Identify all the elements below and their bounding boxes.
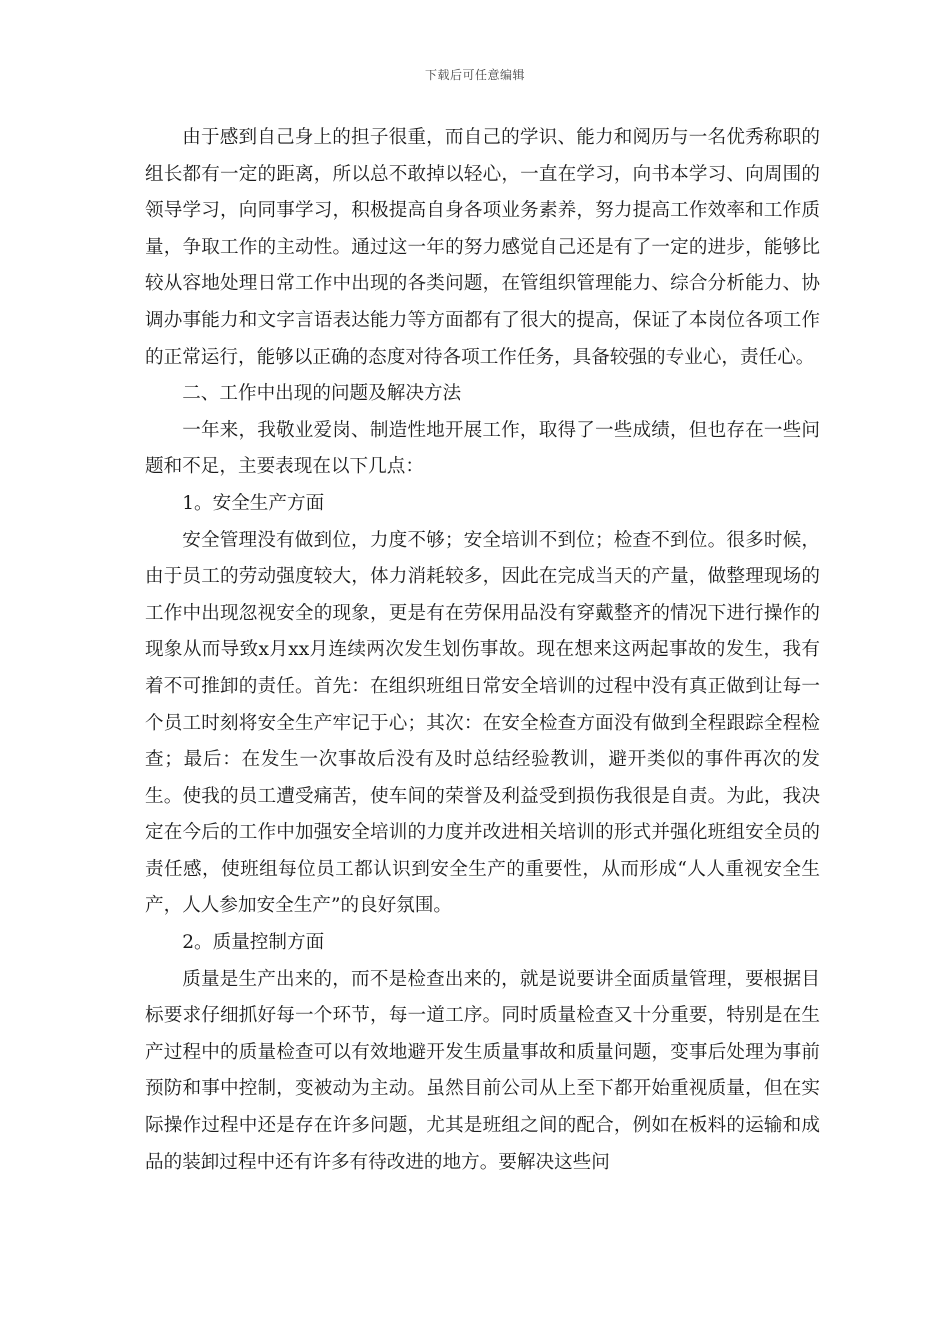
paragraph-self-improvement: 由于感到自己身上的担子很重，而自己的学识、能力和阅历与一名优秀称职的组长都有一定的距离，所以总不敢掉以轻心，一直在学习，向书本学习、向周围的领导学习，向同事学习，积极提高自身各项业务素养，努力提高工作效率和工作质量，争取工作的主动性。通过这一年的努力感觉自己还是有了一定的进步，能够比较从容地处理日常工作中出现的各类问题，在管组织管理能力、综合分析能力、协调办事能力和文字言语表达能力等方面都有了很大的提高，保证了本岗位各项工作的正常运行，能够以正确的态度对待各项工作任务，具备较强的专业心，责任心。 xyxy=(145,127,820,368)
subheading-safety: 1。安全生产方面 xyxy=(182,492,325,514)
page-header: 下载后可任意编辑 xyxy=(424,68,525,82)
document-body xyxy=(145,120,820,1181)
paragraph-safety: 安全管理没有做到位，力度不够；安全培训不到位；检查不到位。很多时候，由于员工的劳动强度较大，体力消耗较多，因此在完成当天的产量，做整理现场的工作中出现忽视安全的现象，更是有在劳保用品没有穿戴整齐的情况下进行操作的现象从而导致x月xx月连续两次发生划伤事故。现在想来这两起事故的发生，我有着不可推卸的责任。首先：在组织班组日常安全培训的过程中没有真正做到让每一个员工时刻将安全生产牢记于心；其次：在安全检查方面没有做到全程跟踪全程检查；最后：在发生一次事故后没有及时总结经验教训，避开类似的事件再次的发生。使我的员工遭受痛苦，使车间的荣誉及利益受到损伤我很是自责。为此，我决定在今后的工作中加强安全培训的力度并改进相关培训的形式并强化班组安全员的责任感，使班组每位员工都认识到安全生产的重要性，从而形成“人人重视安全生产，人人参加安全生产”的良好氛围。 xyxy=(145,529,820,917)
paragraph-intro-problems: 一年来，我敬业爱岗、制造性地开展工作，取得了一些成绩，但也存在一些问题和不足，主要表现在以下几点： xyxy=(145,419,820,478)
section-heading-problems: 二、工作中出现的问题及解决方法 xyxy=(182,383,462,405)
paragraph-quality: 质量是生产出来的，而不是检查出来的，就是说要讲全面质量管理，要根据目标要求仔细抓好每一个环节，每一道工序。同时质量检查又十分重要，特别是在生产过程中的质量检查可以有效地避开发生质量事故和质量问题，变事后处理为事前预防和事中控制，变被动为主动。虽然目前公司从上至下都开始重视质量，但在实际操作过程中还是存在许多问题，尤其是班组之间的配合，例如在板料的运输和成品的装卸过程中还有许多有待改进的地方。要解决这些问 xyxy=(145,968,820,1173)
subheading-quality: 2。质量控制方面 xyxy=(182,932,325,954)
